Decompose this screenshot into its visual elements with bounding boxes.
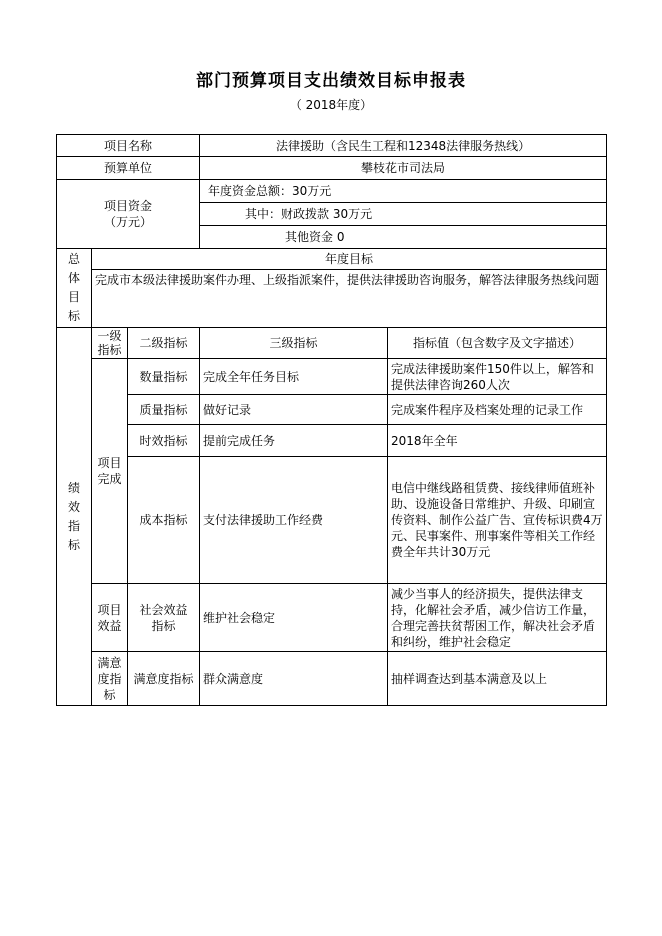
header-value: 指标值（包含数字及文字描述） [388, 328, 607, 359]
overall-goal-label: 总体目标 [57, 249, 92, 328]
funds-label [57, 180, 200, 249]
group-satisfaction: 满意度指标 [92, 652, 128, 706]
table-row [57, 425, 607, 457]
group-project-completion: 项目完成 [92, 359, 128, 584]
level3-cell: 完成全年任务目标 [200, 359, 388, 395]
level2-cell: 满意度指标 [128, 652, 200, 706]
row-year-goal-text [57, 270, 607, 328]
level3-cell: 维护社会稳定 [200, 584, 388, 652]
funds-total: 年度资金总额：30万元 [200, 180, 607, 203]
funds-label-line2: （万元） [104, 215, 153, 229]
project-name-value: 法律援助（含民生工程和12348法律服务热线） [200, 135, 607, 157]
table-row [57, 652, 607, 706]
header-level3: 三级指标 [200, 328, 388, 359]
value-cell: 完成案件程序及档案处理的记录工作 [388, 395, 607, 425]
level2-cell: 时效指标 [128, 425, 200, 457]
row-project-name [57, 135, 607, 157]
performance-label: 绩效指标 [57, 328, 92, 706]
level2-cell: 成本指标 [128, 457, 200, 584]
header-level1: 一级指标 [92, 328, 128, 359]
level2-cell: 社会效益指标 [128, 584, 200, 652]
value-cell: 电信中继线路租赁费、接线律师值班补助、设施设备日常维护、升级、印刷宣传资料、制作公益广告、宣传标识费4万元、民事案件、刑事案件等相关工作经费全年共计30万元 [388, 457, 607, 584]
page-title: 部门预算项目支出绩效目标申报表 [196, 71, 466, 91]
level3-cell: 做好记录 [200, 395, 388, 425]
project-name-label: 项目名称 [57, 135, 200, 157]
row-performance-header [57, 328, 607, 359]
level2-cell: 质量指标 [128, 395, 200, 425]
funds-fiscal: 其中：财政拨款 30万元 [200, 203, 607, 226]
value-cell: 抽样调查达到基本满意及以上 [388, 652, 607, 706]
year-goal-label: 年度目标 [92, 249, 607, 270]
level3-cell: 支付法律援助工作经费 [200, 457, 388, 584]
year-goal-text: 完成市本级法律援助案件办理、上级指派案件，提供法律援助咨询服务，解答法律服务热线问题 [92, 270, 607, 328]
level3-cell: 群众满意度 [200, 652, 388, 706]
page-subtitle: （ 2018年度） [289, 98, 373, 112]
row-budget-unit [57, 157, 607, 180]
value-cell: 2018年全年 [388, 425, 607, 457]
budget-unit-label: 预算单位 [57, 157, 200, 180]
value-cell: 减少当事人的经济损失，提供法律支持，化解社会矛盾，减少信访工作量，合理完善扶贫帮困工作，解决社会矛盾和纠纷，维护社会稳定 [388, 584, 607, 652]
level3-cell: 提前完成任务 [200, 425, 388, 457]
table-row [57, 359, 607, 395]
funds-label-line1: 项目资金 [104, 199, 153, 213]
row-year-goal-header [57, 249, 607, 270]
level2-cell: 数量指标 [128, 359, 200, 395]
performance-form-table [56, 134, 607, 706]
table-row [57, 395, 607, 425]
group-project-benefit: 项目效益 [92, 584, 128, 652]
funds-other: 其他资金 0 [200, 226, 607, 249]
budget-unit-value: 攀枝花市司法局 [200, 157, 607, 180]
row-funds-total [57, 180, 607, 203]
table-row [57, 584, 607, 652]
value-cell: 完成法律援助案件150件以上，解答和提供法律咨询260人次 [388, 359, 607, 395]
header-level2: 二级指标 [128, 328, 200, 359]
table-row [57, 457, 607, 584]
